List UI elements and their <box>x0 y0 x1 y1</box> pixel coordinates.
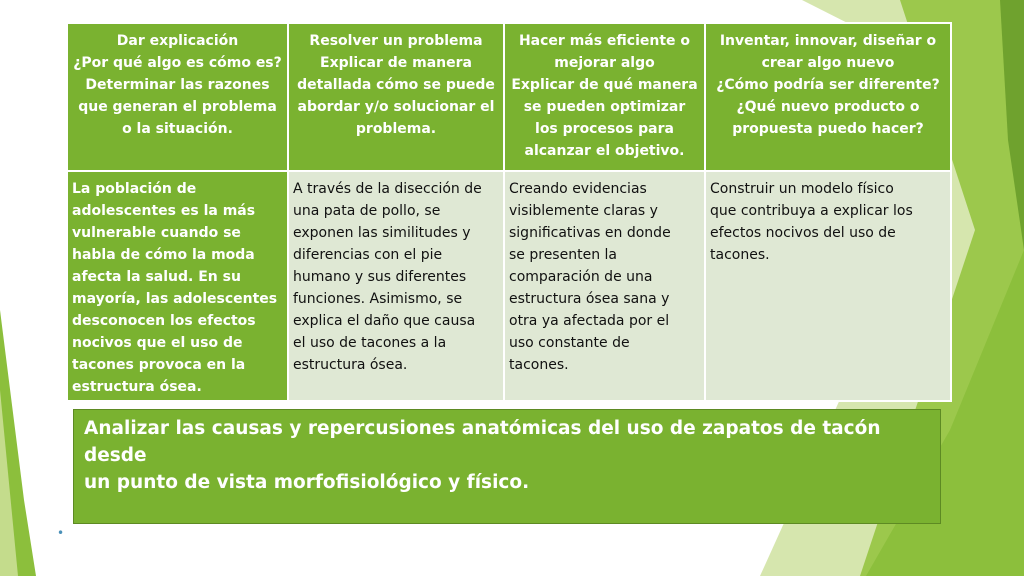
cell-line: una pata de pollo, se <box>293 203 441 219</box>
table-cell <box>504 171 705 401</box>
cell-line: La población de <box>72 181 197 197</box>
header-line: ¿Cómo podría ser diferente? <box>716 77 940 93</box>
cell-line: estructura ósea sana y <box>509 291 670 307</box>
cell-line: tacones. <box>509 357 569 373</box>
cell-line: otra ya afectada por el <box>509 313 670 329</box>
header-line: ¿Por qué algo es cómo es? <box>73 55 282 71</box>
header-line: Explicar de manera <box>320 55 472 71</box>
header-line: Inventar, innovar, diseñar o <box>719 33 937 49</box>
cell-line: explica el daño que causa <box>293 313 476 329</box>
cell-line: tacones provoca en la <box>72 357 246 373</box>
header-line: Explicar de qué manera <box>511 77 698 93</box>
table-cell <box>288 171 504 401</box>
cell-line: exponen las similitudes y <box>293 225 471 241</box>
cell-line: humano y sus diferentes <box>293 269 467 285</box>
header-line: Dar explicación <box>116 33 239 49</box>
header-line: Determinar las razones <box>85 77 270 93</box>
bullet-point: • <box>57 526 65 540</box>
header-line: o la situación. <box>122 121 233 137</box>
cell-line: efectos nocivos del uso de <box>710 225 896 241</box>
header-line: los procesos para <box>535 121 674 137</box>
cell-line: el uso de tacones a la <box>293 335 447 351</box>
header-line: que generan el problema <box>78 99 277 115</box>
header-line: ¿Qué nuevo producto o <box>736 99 920 115</box>
cell-line: nocivos que el uso de <box>72 335 243 351</box>
cell-line: uso constante de <box>509 335 630 351</box>
cell-line: adolescentes es la más <box>72 203 256 219</box>
objective-box <box>73 409 941 524</box>
header-cell <box>67 23 288 171</box>
table-cell <box>705 171 951 401</box>
header-line: abordar y/o solucionar el <box>297 99 495 115</box>
cell-line: significativas en donde <box>509 225 671 241</box>
cell-line: Construir un modelo físico <box>710 181 894 197</box>
cell-line: A través de la disección de <box>293 181 482 197</box>
header-line: detallada cómo se puede <box>297 77 495 93</box>
header-line: mejorar algo <box>554 55 655 71</box>
cell-line: comparación de una <box>509 269 653 285</box>
cell-line: afecta la salud. En su <box>72 269 241 285</box>
header-line: propuesta puedo hacer? <box>732 121 924 137</box>
header-line: problema. <box>355 121 437 137</box>
header-cell <box>705 23 951 171</box>
header-line: crear algo nuevo <box>761 55 895 71</box>
header-cell <box>504 23 705 171</box>
objective-line: Analizar las causas y repercusiones anatómicas del uso de zapatos de tacón desde <box>84 418 881 466</box>
cell-line: Creando evidencias <box>509 181 647 197</box>
table-row <box>67 171 951 401</box>
cell-line: diferencias con el pie <box>293 247 443 263</box>
activities-table <box>66 22 952 402</box>
cell-line: que contribuya a explicar los <box>710 203 913 219</box>
table-header-row <box>67 23 951 171</box>
header-cell <box>288 23 504 171</box>
cell-line: estructura ósea. <box>72 379 202 395</box>
objective-line: un punto de vista morfofisiológico y físico. <box>84 472 530 493</box>
cell-line: desconocen los efectos <box>72 313 256 329</box>
cell-line: visiblemente claras y <box>509 203 658 219</box>
cell-line: tacones. <box>710 247 770 263</box>
cell-line: habla de cómo la moda <box>72 247 255 263</box>
cell-line: funciones. Asimismo, se <box>293 291 463 307</box>
cell-line: estructura ósea. <box>293 357 408 373</box>
cell-line: mayoría, las adolescentes <box>72 291 278 307</box>
header-line: Hacer más eficiente o <box>518 33 691 49</box>
cell-line: vulnerable cuando se <box>72 225 241 241</box>
header-line: alcanzar el objetivo. <box>524 143 685 159</box>
header-line: Resolver un problema <box>309 33 483 49</box>
table-cell <box>67 171 288 401</box>
header-line: se pueden optimizar <box>523 99 686 115</box>
cell-line: se presenten la <box>509 247 617 263</box>
